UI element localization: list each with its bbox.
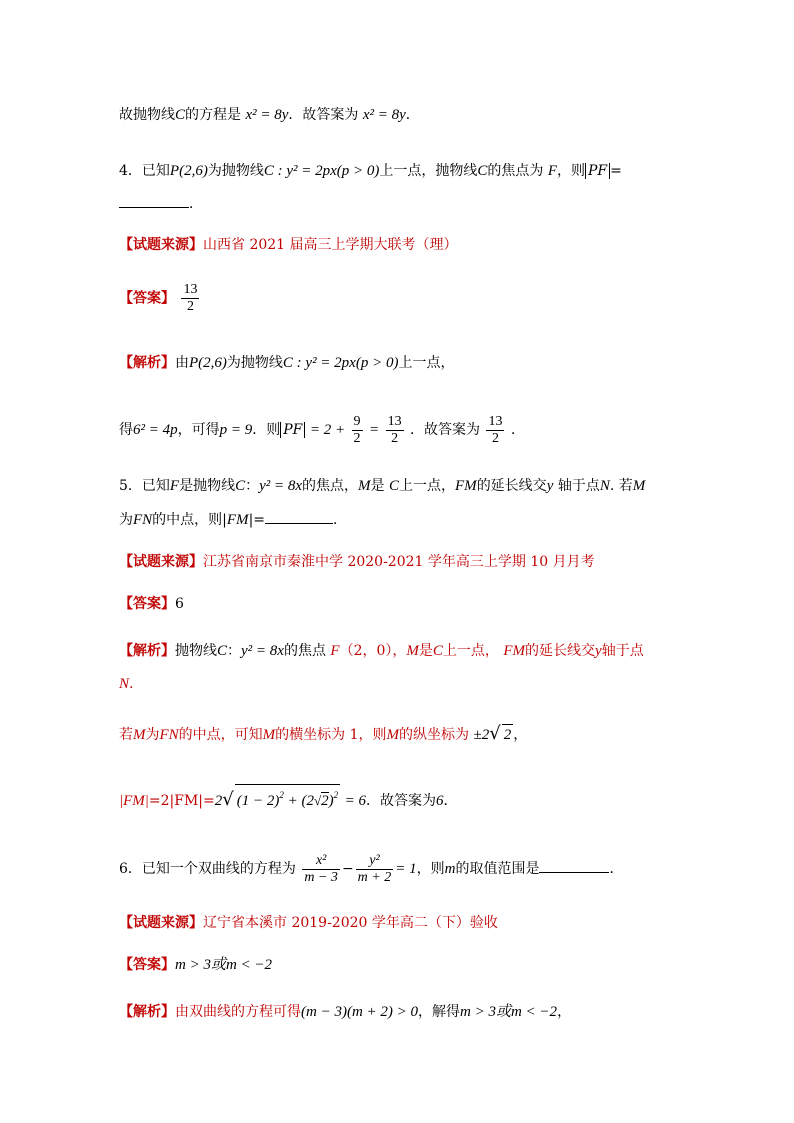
numerator: x² [315,852,327,868]
text: 故抛物线 [119,107,175,123]
question-5-source [119,552,595,572]
coefficient: 2 [214,793,223,809]
equation: = 2 + [309,422,346,438]
source-tag: 【试题来源】 [119,237,203,253]
question-5-stem-2 [119,509,337,530]
denominator: m + 2 [357,869,392,885]
math-var: M [406,643,419,659]
text: ． [405,107,420,123]
fraction [386,414,404,447]
answer-blank [265,509,333,524]
math-var: m [444,861,456,877]
text: 为抛物线 [226,355,283,371]
text: . 若 [609,478,633,494]
text: ．故答案为 [410,422,481,438]
equation: x² = 8y [362,107,406,123]
math-equation: C : y² = 2px(p > 0) [282,355,399,371]
math-var: M [632,478,646,494]
text: 的延长线交 [476,478,547,494]
text: 得 [119,422,133,438]
answer-value: 6 [435,793,444,809]
denominator: 2 [186,299,194,314]
equation: = 6 [344,793,366,809]
source-text: 辽宁省本溪市 2019-2020 学年高二（下）验收 [203,915,498,931]
math-expr: |FM| [119,793,149,809]
question-4-source [119,235,458,255]
text: ， [557,1004,572,1020]
source-tag: 【试题来源】 [119,554,203,570]
equation: y² = 8x [259,478,303,494]
question-5-stem [119,476,645,496]
sqrt-sign: √ [222,789,234,810]
equation: 6² = 4p [133,422,178,438]
analysis-tag: 【解析】 [119,355,175,371]
equation: y² = 8x [241,643,284,659]
text: 上一点， [442,643,499,659]
text: ．故答案为 [365,793,436,809]
text: ． [510,422,525,438]
text: 的焦点 [283,643,326,659]
question-6-answer [119,955,272,975]
text: 上一点， [398,355,455,371]
text: 为 [145,727,160,743]
term: (2 [301,793,314,809]
math-var: C [432,643,443,659]
equation: p = 9 [219,422,253,438]
question-5-analysis-1b [119,674,133,694]
question-4-answer [119,282,201,315]
math-point: P(2,6) [169,163,208,179]
text: 若 [119,727,133,743]
text: 轴于点 [557,478,600,494]
answer-value: 6 [175,596,184,612]
text: 的焦点为 [487,163,544,179]
text: ，解得 [418,1004,461,1020]
radicand: 2 [502,724,514,745]
math-var: M [133,727,146,743]
equation: (m − 3)(m + 2) > 0 [301,1004,419,1020]
fraction [302,853,340,886]
text: 的纵坐标为 [399,727,470,743]
math-value: ±2 [473,727,490,743]
source-text: 江苏省南京市秦淮中学 2020-2021 学年高三上学期 10 月月考 [203,554,595,570]
text: ： [245,478,260,494]
math-var: FM [503,643,526,659]
question-4-analysis-2 [119,413,525,447]
math-var: M [262,727,276,743]
fraction [356,853,394,886]
text: 是 [418,643,433,659]
text: ．则 [252,422,281,438]
answer-blank [539,858,609,873]
radicand: $(1 - 2)^2 + (2√2)^2$ [235,784,340,811]
text: 为 [119,512,133,528]
text: |= [248,512,266,528]
paren: ) [328,793,334,809]
text: 的中点，则| [152,512,227,528]
answer-tag: 【答案】 [119,957,175,973]
math-point: P(2,6) [189,355,227,371]
math-var: C [217,643,228,659]
numerator: y² [369,852,380,868]
source-text: 山西省 2021 届高三上学期大联考（理） [203,237,458,253]
math-var: C [477,163,488,179]
radicand: 2 [321,793,329,809]
text: ，则 [416,861,445,877]
question-4-blank-line [119,193,203,214]
text: ： [227,643,242,659]
text: ，可得 [177,422,220,438]
math-var: C [389,478,400,494]
analysis-tag: 【解析】 [119,1004,175,1020]
text: 由 [175,355,189,371]
math-var: FN [159,727,179,743]
text: . [129,676,134,692]
math-var: M [386,727,400,743]
math-var: F [547,163,558,179]
text: 的取值范围是 [455,861,540,877]
text: . [333,512,338,528]
math-var: y [595,643,602,659]
plus-sign: + [287,793,298,809]
analysis-tag: 【解析】 [119,643,175,659]
text: ．故答案为 [288,107,359,123]
math-abs: PF [585,163,610,179]
term: (1 − 2) [236,793,280,809]
math-equation: C : y² = 2px(p > 0) [263,163,380,179]
numerator: 13 [488,413,503,429]
question-6-source [119,913,498,933]
question-5-analysis-1 [119,641,644,661]
text: 抛物线 [175,643,217,659]
text: ． [189,196,203,212]
text: 为抛物线 [207,163,264,179]
text: 4．已知 [119,163,170,179]
question-6-stem [119,849,623,889]
math-var: y [546,478,554,494]
equation: = [369,422,380,438]
text: 上一点，抛物线 [379,163,478,179]
equation: = 1 [395,861,417,877]
sqrt-sign: √ [489,723,501,744]
denominator: 2 [491,430,499,446]
text: 是 [370,478,385,494]
text: 的焦点， [302,478,359,494]
text: =2|FM|= [148,793,215,809]
math-var: N [599,478,610,494]
numerator: 13 [183,282,198,297]
text: ． [609,861,624,877]
math-var: M [358,478,371,494]
math-var: C [235,478,246,494]
text: （2，0）， [339,643,407,659]
fraction [181,282,199,315]
denominator: 2 [391,430,399,446]
numerator: 13 [387,413,402,429]
question-5-analysis-2 [119,724,527,745]
denominator: m − 3 [304,869,338,885]
solution-conclusion-line [119,105,420,125]
answer-tag: 【答案】 [119,290,175,307]
math-var: FN [133,512,153,528]
question-4-analysis-1 [119,353,454,373]
text: 的方程是 [185,107,242,123]
math-var: C [175,107,186,123]
math-var: FM [455,478,477,494]
equation: x² = 8y [245,107,289,123]
math-var: F [169,478,180,494]
text: 的横坐标为 1，则 [275,727,387,743]
math-abs: PF [280,422,305,438]
answer-value: m > 3或m < −2 [175,957,273,973]
text: 轴于点 [601,643,644,659]
text: = [610,163,622,179]
question-5-analysis-3 [119,784,457,811]
minus-sign: − [341,861,354,877]
question-4-stem [119,161,622,181]
text: 的延长线交 [525,643,596,659]
text: 6．已知一个双曲线的方程为 [119,861,296,877]
text: ， [513,727,528,743]
equation: m > 3或m < −2 [460,1004,558,1020]
question-5-answer [119,594,184,614]
denominator: 2 [353,430,361,446]
question-6-analysis [119,1002,571,1022]
math-var: FM [226,512,249,528]
text: 是抛物线 [179,478,236,494]
text: ，则 [557,163,586,179]
text: ． [443,793,458,809]
fraction [486,414,504,447]
text: 由双曲线的方程可得 [175,1004,301,1020]
source-tag: 【试题来源】 [119,915,203,931]
text: 的中点，可知 [178,727,263,743]
answer-blank [119,193,189,208]
fraction [352,414,363,447]
text: 5．已知 [119,478,170,494]
math-var: N [119,676,130,692]
answer-tag: 【答案】 [119,596,175,612]
math-var: F [330,643,340,659]
numerator: 9 [353,413,361,429]
text: 上一点， [399,478,456,494]
